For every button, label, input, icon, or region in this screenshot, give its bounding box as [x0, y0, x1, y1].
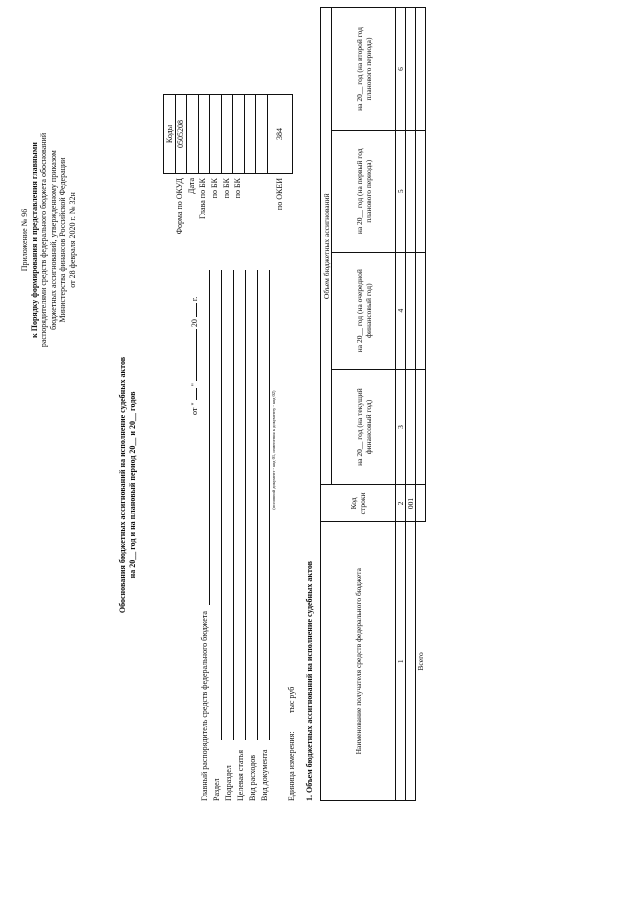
codes-table [163, 94, 293, 174]
col-num-6: 6 [396, 8, 406, 131]
main-table [320, 7, 426, 801]
document-title [118, 305, 137, 665]
total-label: Всего [416, 522, 426, 801]
field-line-section [221, 270, 222, 740]
field-line-main-manager [209, 270, 210, 605]
col-num-1: 1 [396, 522, 406, 801]
col-header-name: Наименование получателя средств федерального бюджета [321, 522, 396, 801]
col-header-group: Объем бюджетных ассигнований [321, 8, 332, 485]
field-expense-type: Вид расходов [248, 755, 257, 801]
data-cell-3 [406, 369, 416, 485]
codes-header: Коды [164, 95, 176, 174]
document-type-hint: (основной документ - код 01, изменения к документу - код 02) [271, 390, 276, 510]
col-header-3: на 20__ год (на текущий финансовый год) [332, 369, 396, 485]
field-main-manager: Главный распорядитель средств федерального бюджета [200, 611, 209, 801]
field-line-target-item [245, 270, 246, 740]
field-section: Раздел [212, 778, 221, 801]
unit-label: Единица измерения: [287, 731, 296, 801]
col-header-5: на 20__ год (на первый год планового периода) [332, 130, 396, 252]
field-document-type: Вид документа [260, 749, 269, 801]
data-cell-4 [406, 252, 416, 369]
field-line-subsection [233, 270, 234, 740]
unit-value: тыс руб [287, 686, 296, 713]
col-header-6: на 20__ год (на второй год планового периода) [332, 8, 396, 131]
date-quote: " [190, 383, 199, 387]
data-cell-6 [406, 8, 416, 131]
code-value-empty [256, 95, 268, 174]
date-prefix: от " [190, 402, 199, 415]
section-title: 1. Объем бюджетных ассигнований на исполнение судебных актов [305, 561, 314, 801]
code-value-okei: 384 [267, 95, 292, 174]
appendix-line: от 28 февраля 2020 г. № 32н [67, 192, 77, 288]
col-num-2: 2 [396, 485, 406, 522]
data-cell-name [406, 522, 416, 801]
code-value-bk [210, 95, 222, 174]
code-label: по БК [210, 178, 220, 199]
code-label [244, 178, 256, 265]
code-value-bk [221, 95, 233, 174]
code-value-okud: 0505208 [175, 95, 187, 174]
code-value-chapter [198, 95, 210, 174]
data-cell-5 [406, 130, 416, 252]
date-suffix: г. [190, 296, 199, 302]
field-subsection: Подраздел [224, 765, 233, 801]
appendix-line: распорядителями средств федерального бюджета обоснований [39, 132, 48, 348]
code-label: Форма по ОКУД [175, 178, 184, 235]
code-label: Дата [186, 178, 196, 194]
total-cell-4 [416, 252, 426, 369]
col-num-3: 3 [396, 369, 406, 485]
code-value-empty [244, 95, 256, 174]
code-label: по БК [221, 178, 231, 199]
total-cell-6 [416, 8, 426, 131]
data-cell-code: 001 [406, 485, 416, 522]
field-line-document-type [269, 270, 270, 740]
code-label: Глава по БК [198, 178, 208, 219]
code-label [256, 178, 268, 265]
code-value-date [187, 95, 199, 174]
field-line-expense-type [257, 270, 258, 740]
total-cell-code [416, 485, 426, 522]
codes-labels [174, 178, 292, 265]
date-line [190, 265, 202, 415]
total-cell-5 [416, 130, 426, 252]
col-header-code: Код строки [321, 485, 396, 522]
appendix-header [20, 95, 77, 385]
title-line-2: на 20__ год и на плановый период 20__ и 20__ годов [127, 391, 137, 579]
appendix-line: Приложение № 96 [20, 208, 29, 272]
total-cell-3 [416, 369, 426, 485]
code-label: по БК [233, 178, 243, 199]
appendix-line: бюджетных ассигнований, утвержденному приказом [48, 150, 58, 330]
code-label: по ОКЕИ [274, 178, 284, 211]
appendix-line: Министерства финансов Российской Федерации [58, 157, 67, 323]
field-target-item: Целевая статья [236, 749, 245, 801]
date-year: 20 [190, 319, 199, 328]
col-num-5: 5 [396, 130, 406, 252]
title-line-1: Обоснования бюджетных ассигнований на исполнение судебных актов [118, 356, 127, 614]
col-num-4: 4 [396, 252, 406, 369]
code-value-bk [233, 95, 245, 174]
col-header-4: на 20__ год (на очередной финансовый год) [332, 252, 396, 369]
appendix-line: к Порядку формирования и представления главными [29, 142, 39, 338]
